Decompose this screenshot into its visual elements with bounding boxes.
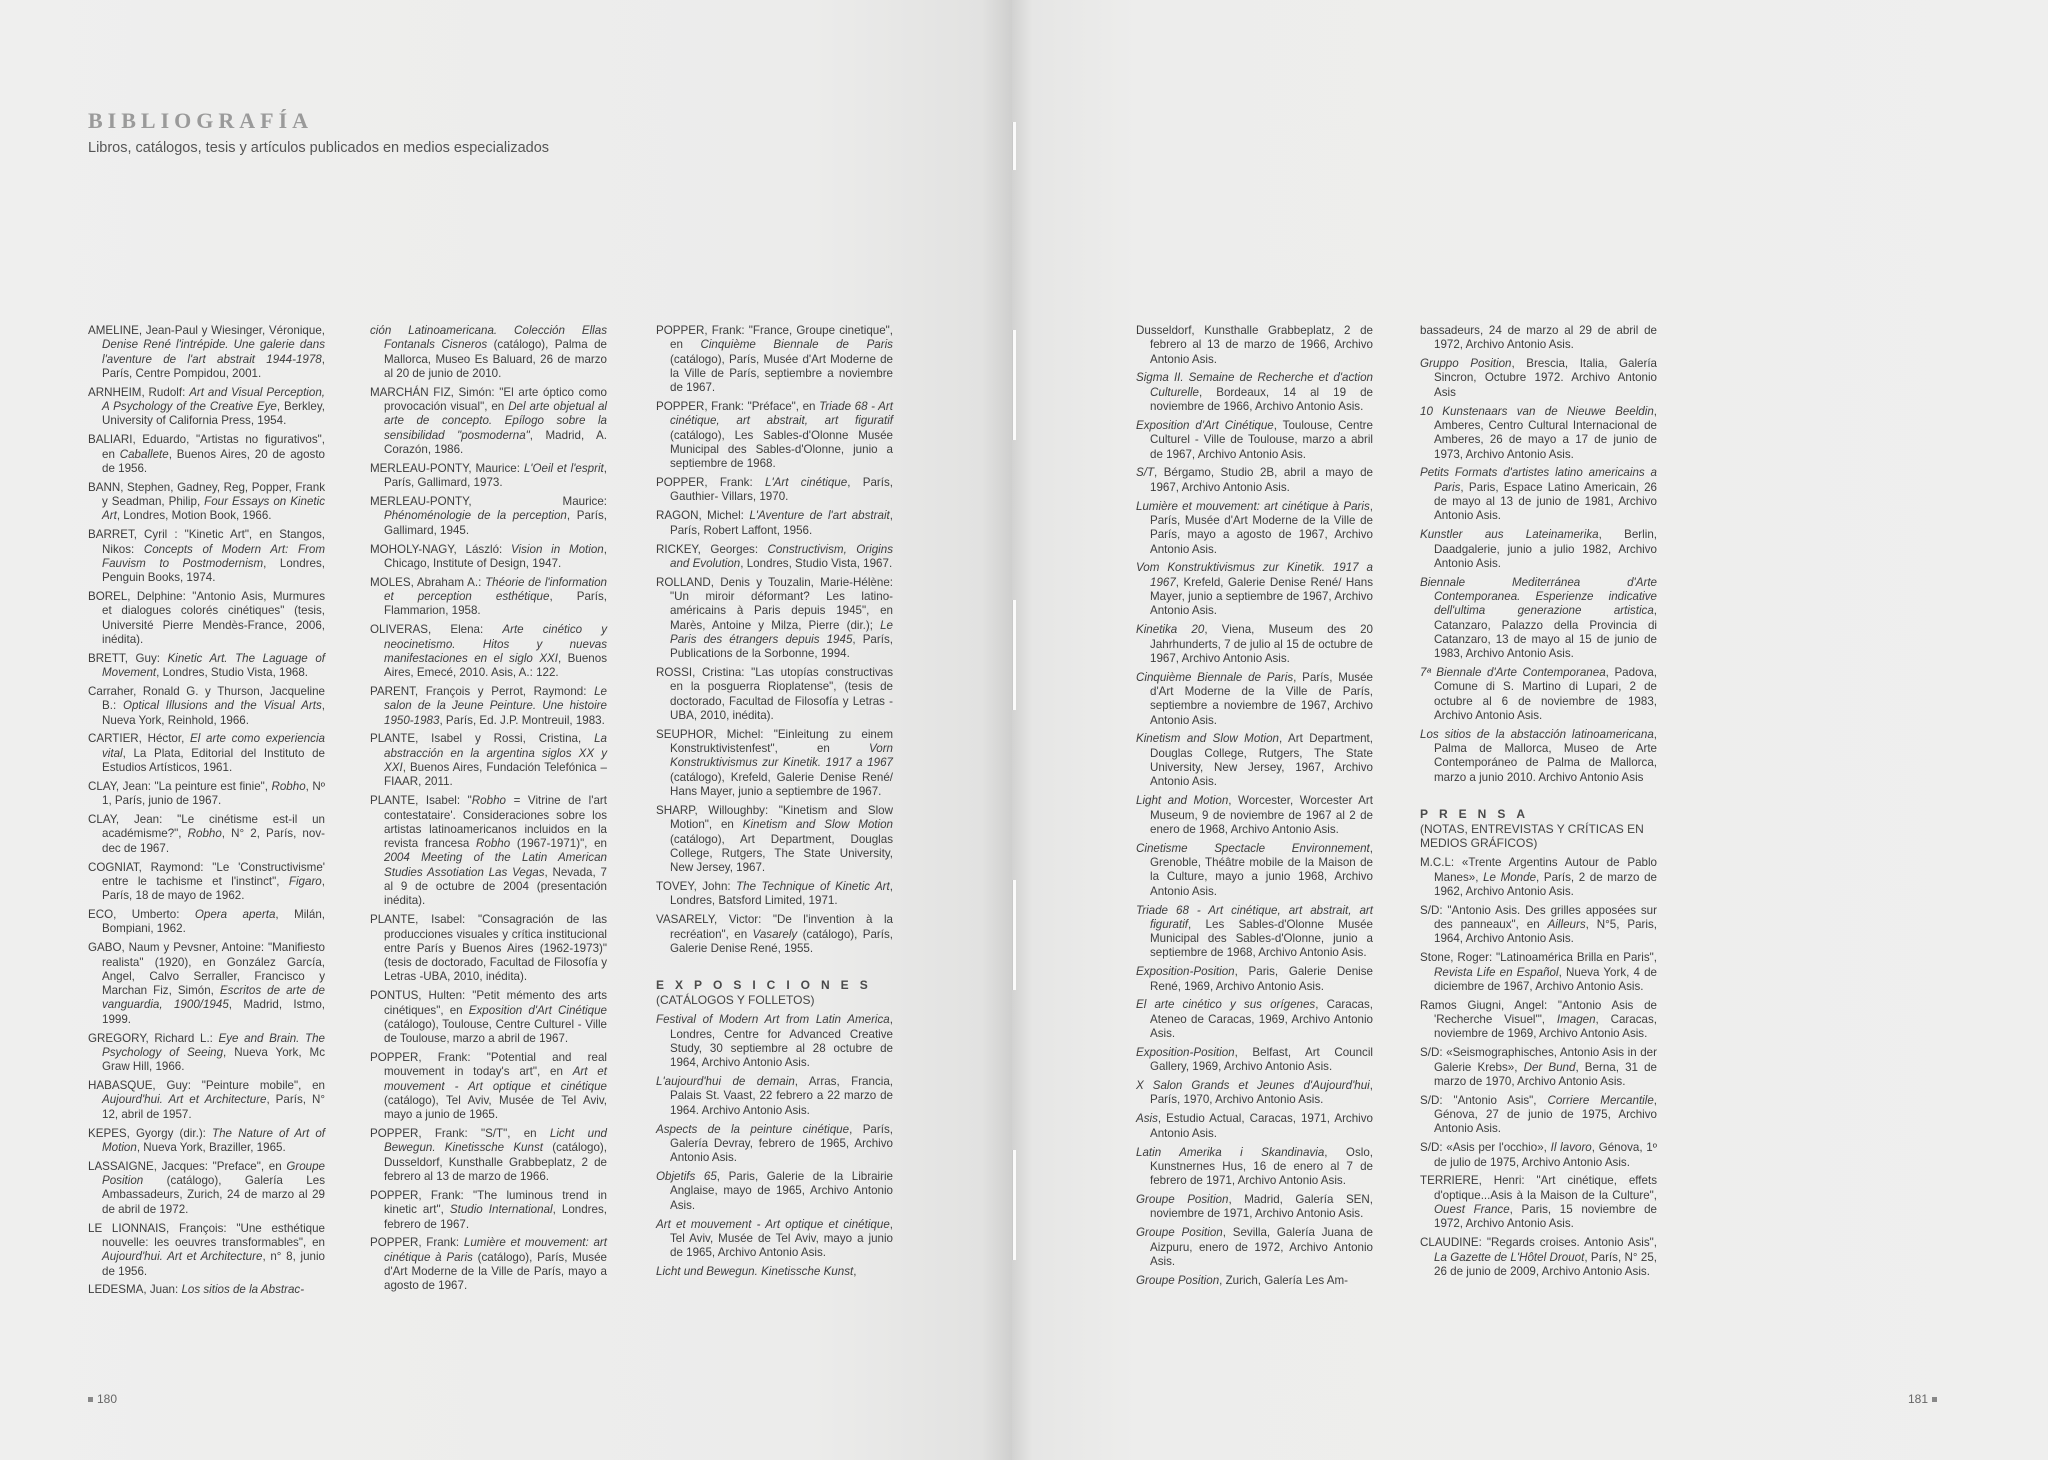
- bibliography-entry: Asis, Estudio Actual, Caracas, 1971, Archivo Antonio Asis.: [1136, 1112, 1373, 1140]
- bibliography-entry: BARRET, Cyril : "Kinetic Art", en Stangos, Nikos: Concepts of Modern Art: From Fauvism to Postmodernism, Londres, Penguin Books, 1974.: [88, 528, 326, 585]
- bibliography-entry: Exposition d'Art Cinétique, Toulouse, Centre Culturel - Ville de Toulouse, marzo a abril de 1967, Archivo Antonio Asis.: [1136, 418, 1373, 461]
- bibliography-entry: ROLLAND, Denis y Touzalin, Marie-Hélène: "Un miroir déformant? Les latino-américains à Paris depuis 1945", en Marès, Antoine y Milza, Pierre (dir.); Le Paris des étrangers depuis 1945, París, Publications de la Sorbonne, 1994.: [656, 575, 893, 661]
- bibliography-entry: ARNHEIM, Rudolf: Art and Visual Perception, A Psychology of the Creative Eye, Berkley, University of California Press, 1954.: [88, 385, 325, 428]
- bibliography-entry: BALIARI, Eduardo, "Artistas no figurativos", en Caballete, Buenos Aires, 20 de agosto de 1956.: [88, 433, 325, 475]
- bibliography-entry: KEPES, Gyorgy (dir.): The Nature of Art of Motion, Nueva York, Braziller, 1965.: [88, 1126, 326, 1154]
- bibliography-entry: LEDESMA, Juan: Los sitios de la Abstrac-: [88, 1283, 305, 1297]
- bibliography-entry: S/D: "Antonio Asis", Corriere Mercantile, Génova, 27 de junio de 1975, Archivo Antonio Asis.: [1420, 1093, 1657, 1136]
- bibliography-entry: POPPER, Frank: L'Art cinétique, París, Gauthier- Villars, 1970.: [656, 476, 893, 504]
- bibliography-entry: Aspects de la peinture cinétique, París, Galería Devray, febrero de 1965, Archivo Antonio Asis.: [656, 1122, 893, 1165]
- bibliography-entry: MOHOLY-NAGY, László: Vision in Motion, Chicago, Institute of Design, 1947.: [370, 542, 607, 570]
- bibliography-entry: Stone, Roger: "Latinoamérica Brilla en Paris", Revista Life en Español, Nueva York, 4 de diciembre de 1967, Archivo Antonio Asis.: [1420, 951, 1658, 993]
- bibliography-entry: Kinetika 20, Viena, Museum des 20 Jahrhunderts, 7 de julio al 15 de octubre de 1967, Archivo Antonio Asis.: [1136, 623, 1374, 665]
- bibliography-entry: POPPER, Frank: Lumière et mouvement: art cinétique à Paris (catálogo), París, Musée d'Art Moderne de la Ville de París, mayo a agosto de 1967.: [370, 1236, 607, 1293]
- bibliography-entry: PARENT, François y Perrot, Raymond: Le salon de la Jeune Peinture. Une histoire 1950-1983, París, Ed. J.P. Montreuil, 1983.: [370, 684, 607, 727]
- bibliography-entry: CLAY, Jean: "Le cinétisme est-il un académisme?", Robho, N° 2, París, nov-dec de 1967.: [88, 813, 325, 855]
- bibliography-entry: POPPER, Frank: "France, Groupe cinetique", en Cinquième Biennale de Paris (catálogo), París, Musée d'Art Moderne de la Ville de París, septiembre a noviembre de 1967.: [656, 324, 893, 395]
- bibliography-entry: Lumière et mouvement: art cinétique à Paris, París, Musée d'Art Moderne de la Ville de París, mayo a agosto de 1967, Archivo Antonio Asis.: [1136, 499, 1373, 556]
- bibliography-entry: Gruppo Position, Brescia, Italia, Galería Sincron, Octubre 1972. Archivo Antonio Asis: [1420, 357, 1657, 399]
- bibliography-entry: Festival of Modern Art from Latin America, Londres, Centre for Advanced Creative Study, 30 septiembre al 28 octubre de 1964, Archivo Antonio Asis.: [656, 1013, 893, 1070]
- square-bullet-icon: [88, 1397, 93, 1402]
- section-title: EXPOSICIONES: [656, 978, 879, 993]
- page-title: BIBLIOGRAFÍA: [88, 108, 314, 133]
- binding-stitch: [1012, 1150, 1016, 1260]
- bibliography-entry: CARTIER, Héctor, El arte como experiencia vital, La Plata, Editorial del Instituto de Estudios Artísticos, 1961.: [88, 732, 326, 775]
- bibliography-entry: Exposition-Position, Paris, Galerie Denise René, 1969, Archivo Antonio Asis.: [1136, 965, 1373, 993]
- bibliography-entry: COGNIAT, Raymond: "Le 'Constructivisme' entre le tachisme et l'instinct", Figaro, París, 18 de mayo de 1962.: [88, 860, 325, 903]
- bibliography-entry: PLANTE, Isabel: "Robho = Vitrine de l'art contestataire'. Consideraciones sobre los artistas latinoamericanos incluidos en la revista francesa Robho (1967-1971)", en 2004 Meeting of the Latin American Studies Assotiation Las Vegas, Nevada, 7 al 9 de octubre de 2004 (presentación inédita).: [370, 794, 608, 908]
- bibliography-entry: HABASQUE, Guy: "Peinture mobile", en Aujourd'hui. Art et Architecture, París, N° 12, abril de 1957.: [88, 1079, 326, 1121]
- bibliography-entry: CLAUDINE: "Regards croises. Antonio Asis", La Gazette de L'Hôtel Drouot, París, N° 25, 26 de junio de 2009, Archivo Antonio Asis.: [1420, 1236, 1657, 1278]
- page-subtitle: Libros, catálogos, tesis y artículos publicados en medios especializados: [88, 140, 550, 156]
- bibliography-entry: POPPER, Frank: "S/T", en Licht und Bewegun. Kinetissche Kunst (catálogo), Dusseldorf, Kunsthalle Grabbeplatz, 2 de febrero al 13 de marzo de 1966.: [370, 1127, 607, 1184]
- bibliography-entry: S/D: «Seismographisches, Antonio Asis in der Galerie Krebs», Der Bund, Berna, 31 de marzo de 1970, Archivo Antonio Asis.: [1420, 1046, 1657, 1088]
- bibliography-entry: Light and Motion, Worcester, Worcester Art Museum, 9 de noviembre de 1967 al 2 de enero de 1968, Archivo Antonio Asis.: [1136, 794, 1373, 836]
- bibliography-entry: ROSSI, Cristina: "Las utopías constructivas en la posguerra Rioplatense", (tesis de doctorado, Facultad de Filosofía y Letras - UBA, 2010, inédita).: [656, 666, 893, 722]
- bibliography-entry: Los sitios de la abstacción latinoamericana, Palma de Mallorca, Museo de Arte Contemporáneo de Palma de Mallorca, marzo a junio 2010. Archivo Antonio Asis: [1420, 727, 1657, 784]
- bibliography-entry: RICKEY, Georges: Constructivism, Origins and Evolution, Londres, Studio Vista, 1967.: [656, 542, 893, 570]
- binding-stitch: [1012, 122, 1016, 170]
- page-number-left: 180: [84, 1392, 117, 1406]
- bibliography-entry: bassadeurs, 24 de marzo al 29 de abril de 1972, Archivo Antonio Asis.: [1420, 324, 1657, 352]
- column-2: [370, 324, 607, 1298]
- column-5: [1420, 324, 1657, 1284]
- bibliography-entry: Triade 68 - Art cinétique, art abstrait, art figuratif, Les Sables-d'Olonne Musée Municipal des Sables-d'Olonne, junio a septiembre de 1968, Archivo Antonio Asis.: [1136, 903, 1373, 960]
- bibliography-entry: Cinquième Biennale de Paris, París, Musée d'Art Moderne de la Ville de París, septiembre a noviembre de 1967, Archivo Antonio Asis.: [1136, 670, 1373, 727]
- binding-stitch: [1012, 880, 1016, 990]
- bibliography-entry: 7ª Biennale d'Arte Contemporanea, Padova, Comune di S. Martino di Lupari, 2 de octubre al 6 de noviembre de 1983, Archivo Antonio Asis.: [1420, 666, 1657, 722]
- bibliography-entry: ECO, Umberto: Opera aperta, Milán, Bompiani, 1962.: [88, 908, 325, 936]
- bibliography-entry: 10 Kunstenaars van de Nieuwe Beeldin, Amberes, Centro Cultural Internacional de Amberes, 26 de mayo a 17 de junio de 1973, Archivo Antonio Asis.: [1420, 404, 1657, 461]
- bibliography-entry: Vom Konstruktivismus zur Kinetik. 1917 a 1967, Krefeld, Galerie Denise René/ Hans Mayer, junio a septiembre de 1967, Archivo Antonio Asis.: [1136, 561, 1373, 618]
- bibliography-entry: TOVEY, John: The Technique of Kinetic Art, Londres, Batsford Limited, 1971.: [656, 880, 893, 908]
- binding-stitch: [1012, 330, 1016, 440]
- bibliography-entry: CLAY, Jean: "La peinture est finie", Robho, Nº 1, París, junio de 1967.: [88, 779, 325, 808]
- bibliography-entry: BOREL, Delphine: "Antonio Asis, Murmures et dialogues colorés cinétiques" (tesis, Université Pierre Mendès-France, 2006, inédita).: [88, 590, 325, 646]
- column-4: [1136, 324, 1373, 1293]
- bibliography-entry: Groupe Position, Zurich, Galería Les Am-: [1136, 1273, 1349, 1287]
- bibliography-entry: Cinetisme Spectacle Environnement, Grenoble, Théâtre mobile de la Maison de la Culture, mayo a junio 1968, Archivo Antonio Asis.: [1136, 841, 1373, 898]
- header: [88, 108, 549, 156]
- bibliography-entry: GABO, Naum y Pevsner, Antoine: "Manifiesto realista" (1920), en González García, Angel, Calvo Serraller, Francisco y Marchan Fiz, Simón, Escritos de arte de vanguardia, 1900/1945, Madrid, Istmo, 1999.: [88, 941, 325, 1026]
- bibliography-entry: SHARP, Willoughby: "Kinetism and Slow Motion", en Kinetism and Slow Motion (catálogo), Art Department, Douglas College, Rutgers, The State University, New Jersey, 1967.: [656, 803, 893, 875]
- bibliography-entry: PLANTE, Isabel: "Consagración de las producciones visuales y crítica institucional entre París y Buenos Aires (1962-1973)" (tesis de doctorado, Facultad de Filosofía y Letras -UBA, 2010, inédita).: [370, 913, 607, 984]
- bibliography-entry: MERLEAU-PONTY, Maurice: Phénoménologie de la perception, París, Gallimard, 1945.: [370, 495, 607, 537]
- bibliography-entry: Carraher, Ronald G. y Thurson, Jacqueline B.: Optical Illusions and the Visual Arts, Nueva York, Reinhold, 1966.: [88, 684, 325, 727]
- bibliography-entry: Kinetism and Slow Motion, Art Department, Douglas College, Rutgers, The State University, New Jersey, 1967, Archivo Antonio Asis.: [1136, 732, 1374, 789]
- bibliography-entry: VASARELY, Victor: "De l'invention à la recréation", en Vasarely (catálogo), París, Galerie Denise René, 1955.: [656, 913, 894, 955]
- bibliography-entry: Sigma II. Semaine de Recherche et d'action Culturelle, Bordeaux, 14 al 19 de noviembre de 1966, Archivo Antonio Asis.: [1136, 371, 1373, 414]
- section-subtitle: (CATÁLOGOS Y FOLLETOS): [656, 993, 815, 1008]
- bibliography-entry: Dusseldorf, Kunsthalle Grabbeplatz, 2 de febrero al 13 de marzo de 1966, Archivo Antonio Asis.: [1136, 324, 1373, 366]
- bibliography-entry: LASSAIGNE, Jacques: "Preface", en Groupe Position (catálogo), Galería Les Ambassadeurs, Zurich, 24 de marzo al 29 de abril de 1972.: [88, 1159, 325, 1216]
- bibliography-entry: PLANTE, Isabel y Rossi, Cristina, La abstracción en la argentina siglos XX y XXI, Buenos Aires, Fundación Telefónica – FIAAR, 2011.: [370, 732, 607, 789]
- page-number-right: 181: [1908, 1392, 1941, 1406]
- bibliography-entry: AMELINE, Jean-Paul y Wiesinger, Véronique, Denise René l'intrépide. Une galerie dans l'aventure de l'art abstrait 1944-1978, París, Centre Pompidou, 2001.: [88, 324, 325, 380]
- bibliography-entry: LE LIONNAIS, François: "Une esthétique nouvelle: les oeuvres transformables", en Aujourd'hui. Art et Architecture, n° 8, junio de 1956.: [88, 1221, 325, 1278]
- bibliography-entry: Latin Amerika i Skandinavia, Oslo, Kunstnernes Hus, 16 de enero al 7 de febrero de 1971, Archivo Antonio Asis.: [1136, 1145, 1373, 1188]
- bibliography-entry: Ramos Giugni, Angel: "Antonio Asis de 'Recherche Visuel'", Imagen, Caracas, noviembre de 1969, Archivo Antonio Asis.: [1420, 998, 1657, 1041]
- bibliography-entry: Exposition-Position, Belfast, Art Council Gallery, 1969, Archivo Antonio Asis.: [1136, 1045, 1373, 1074]
- bibliography-entry: Groupe Position, Sevilla, Galería Juana de Aizpuru, enero de 1972, Archivo Antonio Asis.: [1136, 1226, 1374, 1268]
- bibliography-entry: RAGON, Michel: L'Aventure de l'art abstrait, París, Robert Laffont, 1956.: [656, 509, 893, 537]
- section-title: PRENSA: [1420, 807, 1537, 822]
- column-3: [656, 324, 893, 1284]
- bibliography-entry: Biennale Mediterránea d'Arte Contemporanea. Esperienze indicative dell'ultima generazione artistica, Catanzaro, Palazzo della Provincia di Catanzaro, 13 de mayo al 15 de junio de 1983, Archivo Antonio Asis.: [1420, 575, 1657, 661]
- bibliography-entry: Objetifs 65, Paris, Galerie de la Librairie Anglaise, mayo de 1965, Archivo Antonio Asis.: [656, 1170, 894, 1212]
- bibliography-entry: PONTUS, Hulten: "Petit mémento des arts cinétiques", en Exposition d'Art Cinétique (catálogo), Toulouse, Centre Culturel - Ville de Toulouse, marzo a abril de 1967.: [370, 989, 607, 1046]
- bibliography-entry: POPPER, Frank: "The luminous trend in kinetic art", Studio International, Londres, febrero de 1967.: [370, 1188, 608, 1231]
- bibliography-entry: Art et mouvement - Art optique et cinétique, Tel Aviv, Musée de Tel Aviv, mayo a junio de 1965, Archivo Antonio Asis.: [656, 1217, 893, 1260]
- bibliography-entry: BRETT, Guy: Kinetic Art. The Laguage of Movement, Londres, Studio Vista, 1968.: [88, 651, 325, 680]
- bibliography-entry: OLIVERAS, Elena: Arte cinético y neocinetismo. Hitos y nuevas manifestaciones en el siglo XXI, Buenos Aires, Emecé, 2010. Asis, A.: 122.: [370, 623, 607, 680]
- bibliography-entry: SEUPHOR, Michel: "Einleitung zu einem Konstruktivistenfest", en Vorn Konstruktivismus zur Kinetik. 1917 a 1967 (catálogo), Krefeld, Galerie Denise René/ Hans Mayer, junio a septiembre de 1967.: [656, 727, 893, 799]
- bibliography-entry: MERLEAU-PONTY, Maurice: L'Oeil et l'esprit, París, Gallimard, 1973.: [370, 461, 607, 490]
- binding-stitch: [1012, 600, 1016, 710]
- bibliography-entry: X Salon Grands et Jeunes d'Aujourd'hui, París, 1970, Archivo Antonio Asis.: [1136, 1079, 1373, 1107]
- bibliography-entry: MARCHÁN FIZ, Simón: "El arte óptico como provocación visual", en Del arte objetual al arte de concepto. Epílogo sobre la sensibilidad "posmoderna", Madrid, A. Corazón, 1986.: [370, 385, 607, 456]
- bibliography-entry: POPPER, Frank: "Potential and real mouvement in today's art", en Art et mouvement - Art optique et cinétique (catálogo), Tel Aviv, Musée de Tel Aviv, mayo a junio de 1965.: [370, 1051, 607, 1122]
- bibliography-entry: Kunstler aus Lateinamerika, Berlin, Daadgalerie, junio a julio 1982, Archivo Antonio Asis.: [1420, 528, 1657, 570]
- bibliography-entry: S/D: «Asis per l'occhio», Il lavoro, Génova, 1º de julio de 1975, Archivo Antonio Asis.: [1420, 1141, 1657, 1169]
- section-subtitle: (NOTAS, ENTREVISTAS Y CRÍTICAS EN MEDIOS GRÁFICOS): [1420, 822, 1644, 851]
- bibliography-entry: El arte cinético y sus orígenes, Caracas, Ateneo de Caracas, 1969, Archivo Antonio Asis.: [1136, 998, 1373, 1041]
- bibliography-entry: M.C.L: «Trente Argentins Autour de Pablo Manes», Le Monde, París, 2 de marzo de 1962, Archivo Antonio Asis.: [1420, 856, 1657, 898]
- bibliography-entry: Licht und Bewegun. Kinetissche Kunst,: [656, 1265, 857, 1279]
- bibliography-entry: BANN, Stephen, Gadney, Reg, Popper, Frank y Seadman, Philip, Four Essays on Kinetic Art, Londres, Motion Book, 1966.: [88, 480, 325, 523]
- bibliography-entry: S/D: "Antonio Asis. Des grilles apposées sur des panneaux", en Ailleurs, N°5, Paris, 1964, Archivo Antonio Asis.: [1420, 903, 1657, 946]
- bibliography-entry: MOLES, Abraham A.: Théorie de l'information et perception esthétique, París, Flammarion, 1958.: [370, 575, 607, 618]
- square-bullet-icon: [1932, 1397, 1937, 1402]
- column-1: [88, 324, 325, 1302]
- bibliography-entry: Petits Formats d'artistes latino americains a Paris, Paris, Espace Latino Americain, 26 de mayo al 13 de junio de 1981, Archivo Antonio Asis.: [1420, 466, 1657, 523]
- bibliography-entry: ción Latinoamericana. Colección Ellas Fontanals Cisneros (catálogo), Palma de Mallorca, Museo Es Baluard, 26 de marzo al 20 de junio de 2010.: [370, 324, 608, 380]
- bibliography-entry: GREGORY, Richard L.: Eye and Brain. The Psychology of Seeing, Nueva York, Mc Graw Hill, 1966.: [88, 1031, 325, 1074]
- bibliography-entry: POPPER, Frank: "Préface", en Triade 68 - Art cinétique, art abstrait, art figuratif (catálogo), Les Sables-d'Olonne Musée Municipal des Sables-d'Olonne, junio a septiembre de 1968.: [656, 400, 893, 471]
- bibliography-entry: S/T, Bérgamo, Studio 2B, abril a mayo de 1967, Archivo Antonio Asis.: [1136, 466, 1373, 494]
- bibliography-entry: L'aujourd'hui de demain, Arras, Francia, Palais St. Vaast, 22 febrero a 22 marzo de 1964. Archivo Antonio Asis.: [656, 1075, 893, 1117]
- bibliography-entry: TERRIERE, Henri: "Art cinétique, effets d'optique...Asis à la Maison de la Culture", Ouest France, Paris, 15 noviembre de 1972, Archivo Antonio Asis.: [1420, 1174, 1657, 1231]
- bibliography-entry: Groupe Position, Madrid, Galería SEN, noviembre de 1971, Archivo Antonio Asis.: [1136, 1193, 1374, 1221]
